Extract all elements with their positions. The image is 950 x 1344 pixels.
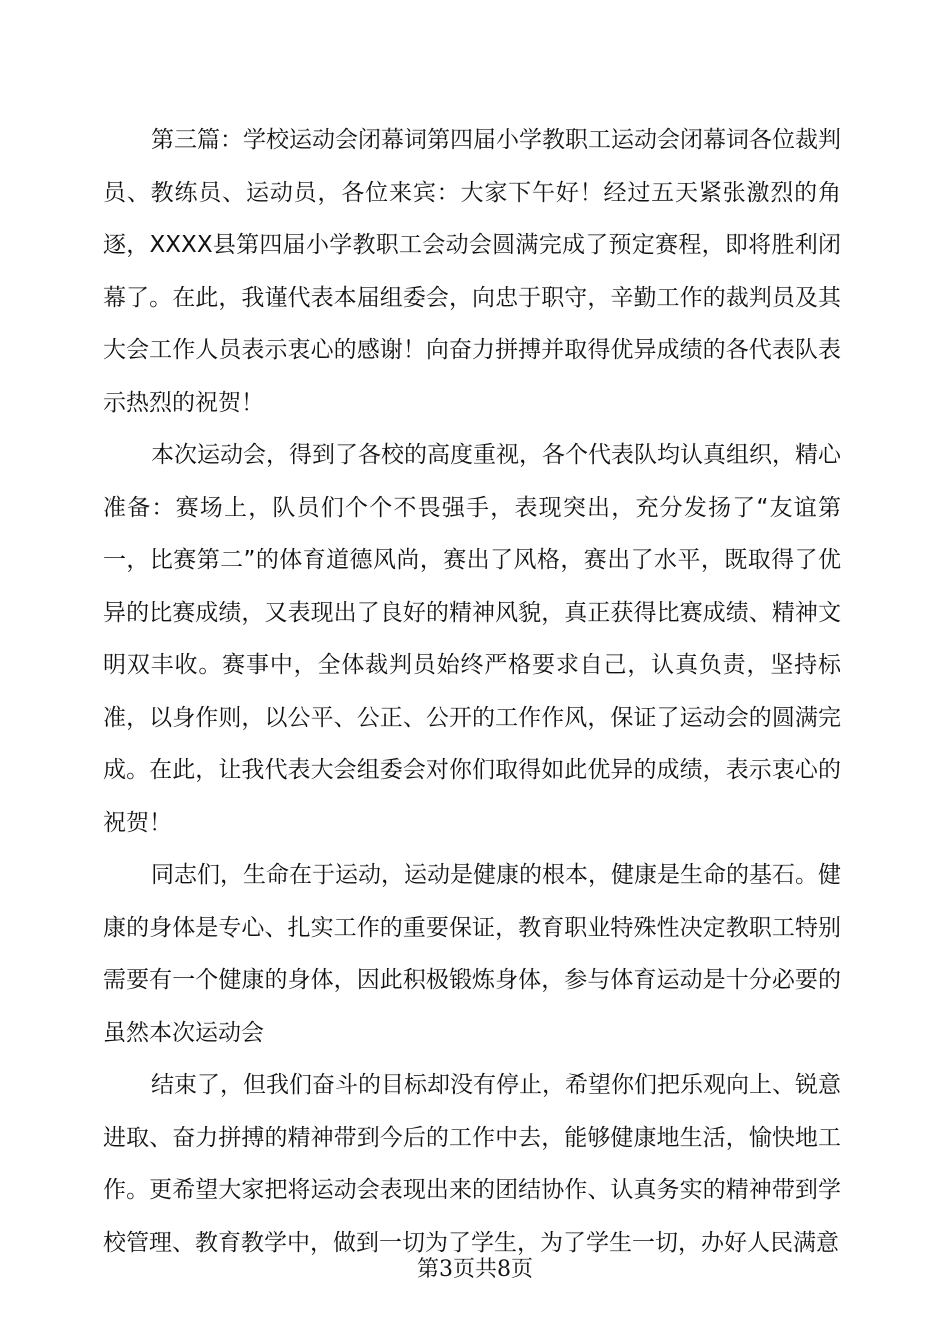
paragraph-1: 第三篇：学校运动会闭幕词第四届小学教职工运动会闭幕词各位裁判员、教练员、运动员，各位来宾：大家下午好！经过五天紧张激烈的角逐，XXXX县第四届小学教职工会动会圆满完成了预定赛程，即将胜利闭幕了。在此，我谨代表本届组委会，向忠于职守，辛勤工作的裁判员及其大会工作人员表示衷心的感谢！向奋力拼搏并取得优异成绩的各代表队表示热烈的祝贺！ bbox=[103, 127, 841, 416]
page-number-footer: 第3页共8页 bbox=[417, 1257, 533, 1282]
body-text bbox=[103, 114, 841, 1269]
paragraph-2: 本次运动会，得到了各校的高度重视，各个代表队均认真组织，精心准备：赛场上，队员们个个不畏强手，表现突出，充分发扬了“友谊第一，比赛第二”的体育道德风尚，赛出了风格，赛出了水平，既取得了优异的比赛成绩，又表现出了良好的精神风貌，真正获得比赛成绩、精神文明双丰收。赛事中，全体裁判员始终严格要求自己，认真负责，坚持标准，以身作则，以公平、公正、公开的工作作风，保证了运动会的圆满完成。在此，让我代表大会组委会对你们取得如此优异的成绩，表示衷心的祝贺！ bbox=[103, 442, 841, 836]
paragraph-3: 同志们，生命在于运动，运动是健康的根本，健康是生命的基石。健康的身体是专心、扎实工作的重要保证，教育职业特殊性决定教职工特别需要有一个健康的身体，因此积极锻炼身体，参与体育运动是十分必要的虽然本次运动会 bbox=[103, 862, 841, 1046]
paragraph-4: 结束了，但我们奋斗的目标却没有停止，希望你们把乐观向上、锐意进取、奋力拼搏的精神带到今后的工作中去，能够健康地生活，愉快地工作。更希望大家把将运动会表现出来的团结协作、认真务实的精神带到学校管理、教育教学中，做到一切为了学生，为了学生一切，办好人民满意 bbox=[103, 1072, 841, 1256]
